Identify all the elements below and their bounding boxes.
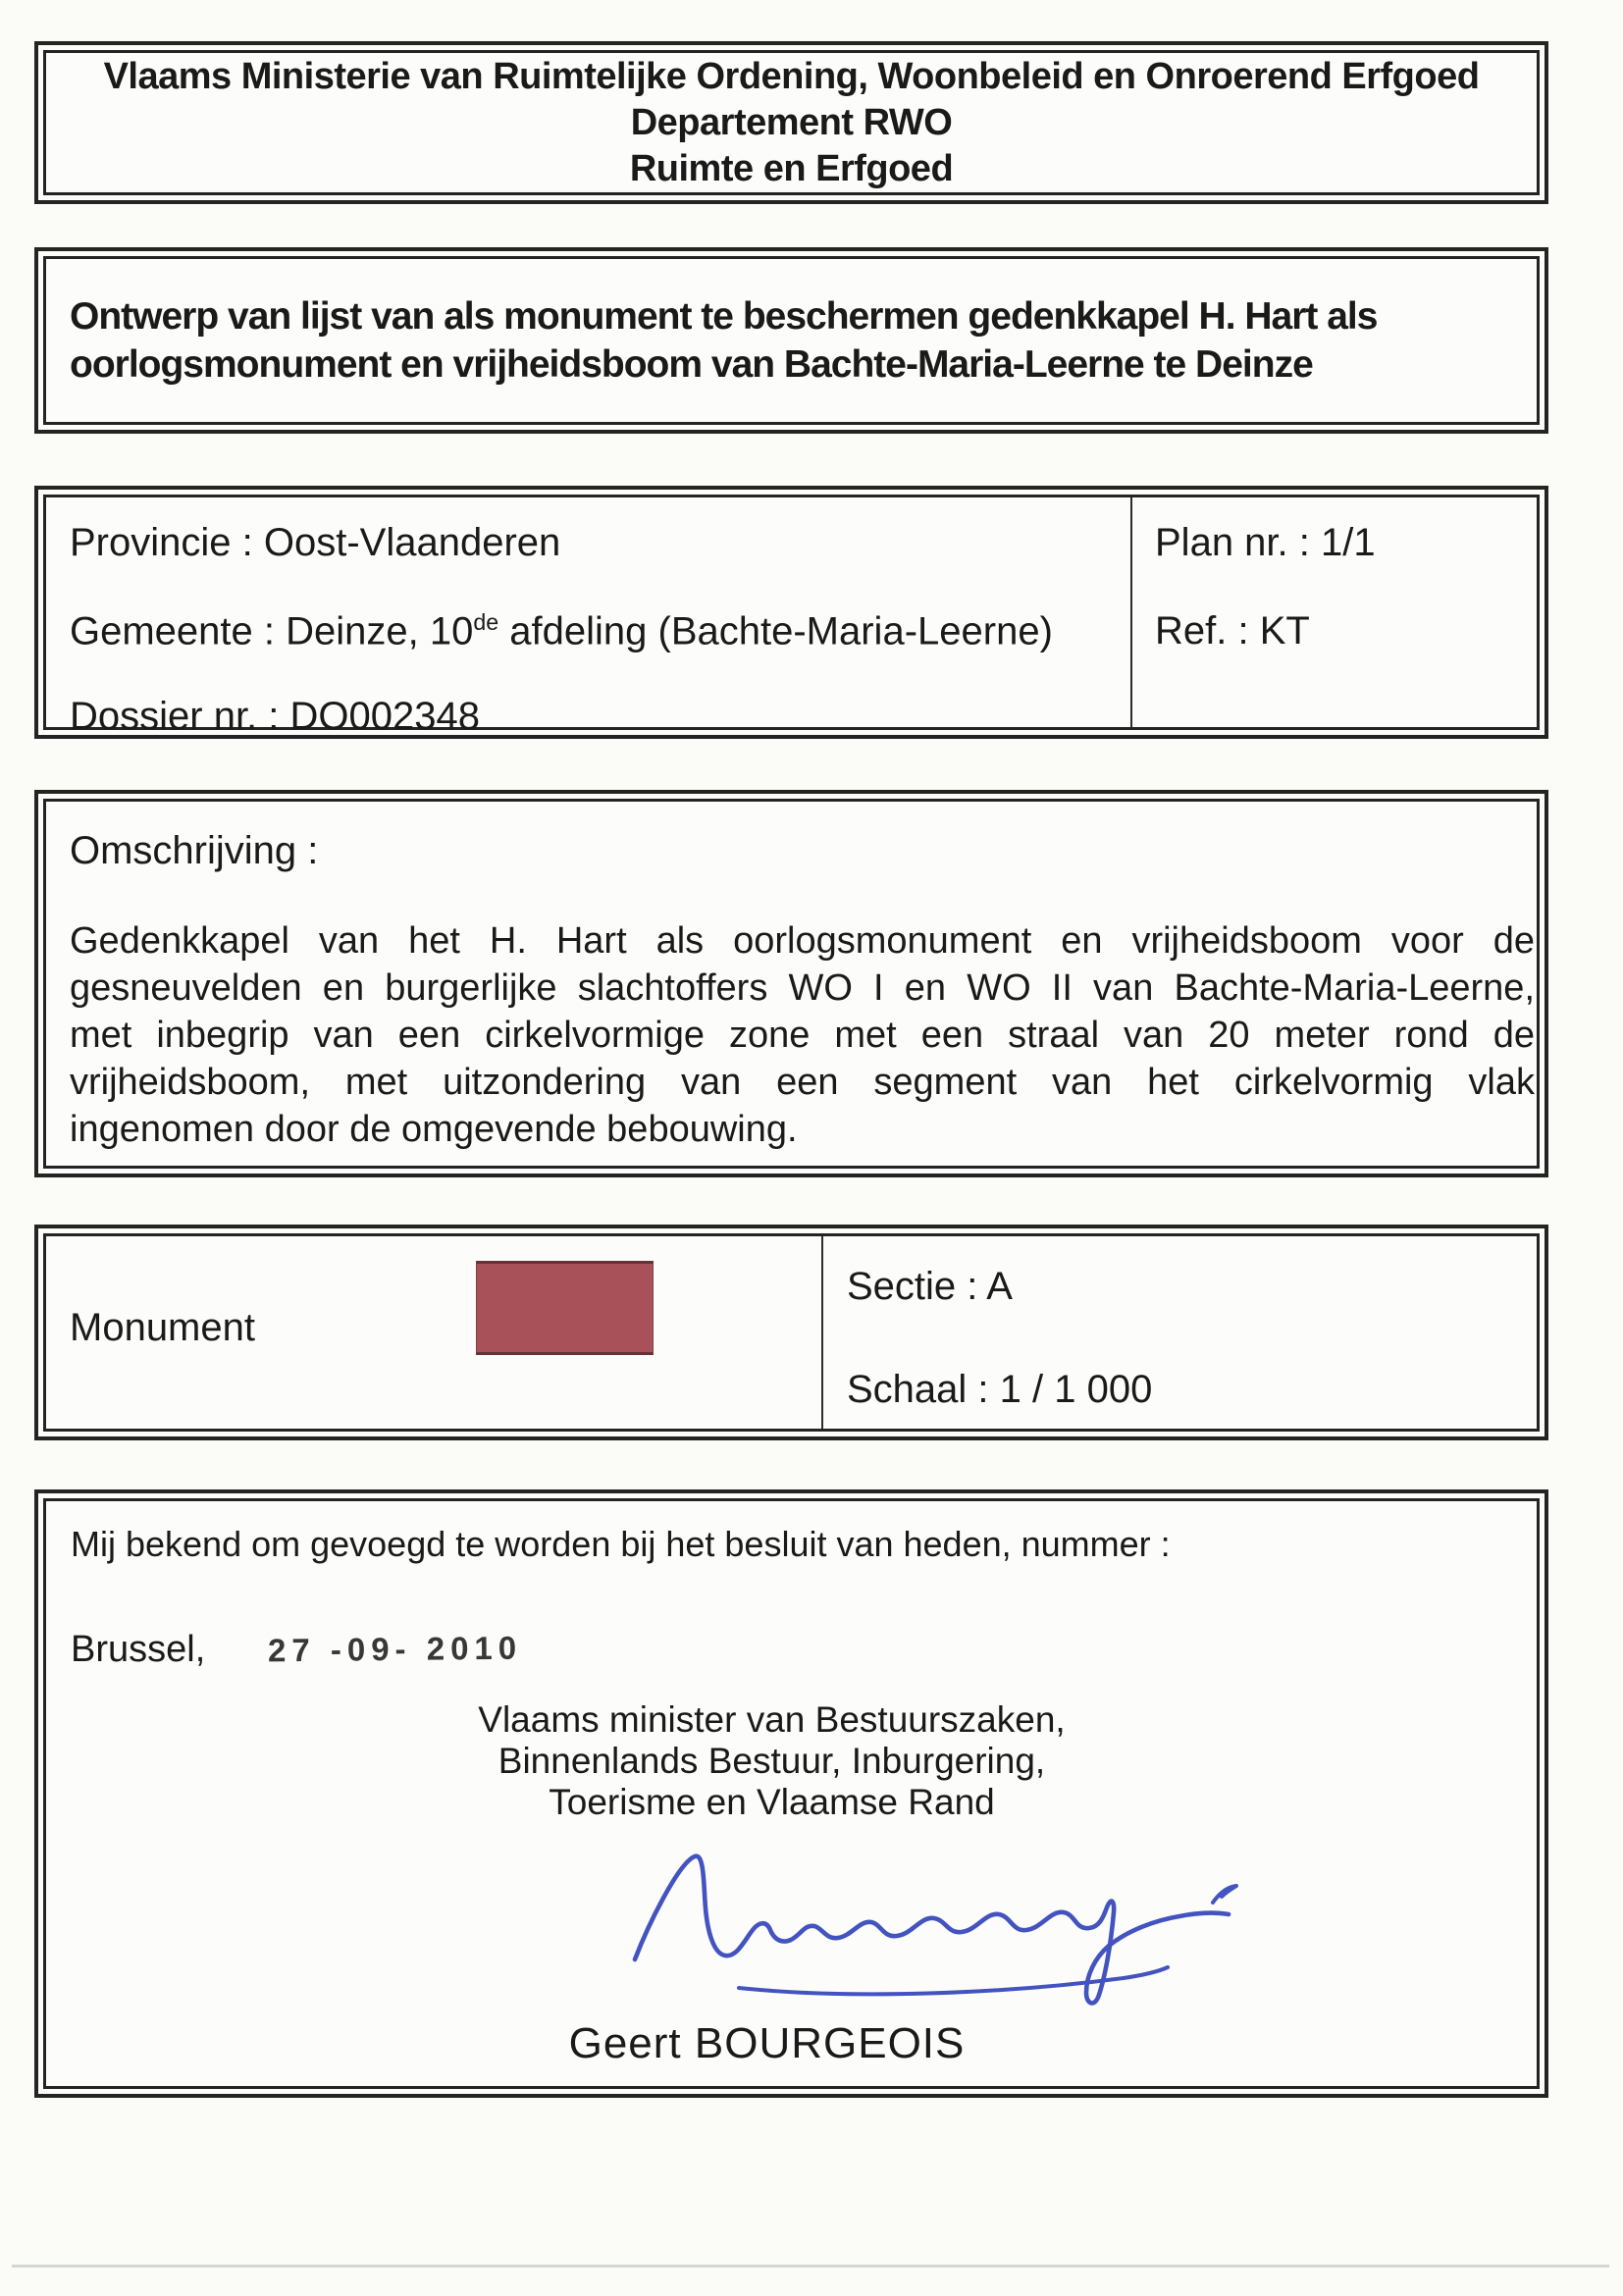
handwritten-signature	[594, 1830, 1281, 2026]
municipality-superscript: de	[473, 609, 499, 635]
document-title-line-1: Ontwerp van lijst van als monument te beschermen gedenkkapel H. Hart als	[70, 295, 1378, 338]
monument-label: Monument	[70, 1306, 255, 1349]
division-line: Ruimte en Erfgoed	[629, 147, 954, 189]
document-title-box	[34, 247, 1548, 434]
province-line: Provincie : Oost-Vlaanderen	[70, 521, 561, 564]
signature-main-stroke	[635, 1856, 1229, 2004]
description-line: Gedenkkapel van het H. Hart als oorlogsmonument en vrijheidsboom voor de	[70, 920, 1535, 962]
ministry-header-inner	[43, 50, 1540, 195]
description-inner	[43, 799, 1540, 1169]
date-stamp: 27 -09- 2010	[267, 1629, 523, 1669]
location-info-inner	[43, 495, 1540, 738]
minister-title-line: Toerisme en Vlaamse Rand	[549, 1782, 995, 1822]
description-line: vrijheidsboom, met uitzondering van een segment van het cirkelvormig vlak	[70, 1062, 1535, 1103]
legend-column-divider	[821, 1236, 823, 1429]
legend-inner	[43, 1233, 1540, 1432]
municipality-prefix: Gemeente : Deinze, 10	[70, 609, 474, 653]
ministry-header-box	[34, 41, 1548, 204]
minister-title-line: Binnenlands Bestuur, Inburgering,	[497, 1741, 1046, 1781]
document-title-inner	[43, 256, 1540, 425]
signature-box	[34, 1489, 1548, 2098]
scan-artifact-line	[12, 2265, 1609, 2268]
description-line: ingenomen door de omgevende bebouwing.	[70, 1109, 798, 1150]
decree-attachment-line: Mij bekend om gevoegd te worden bij het besluit van heden, nummer :	[71, 1524, 1171, 1564]
description-line: met inbegrip van een cirkelvormige zone met een straal van 20 meter rond de	[70, 1015, 1535, 1056]
schaal-line: Schaal : 1 / 1 000	[847, 1368, 1153, 1411]
plan-number-line: Plan nr. : 1/1	[1155, 521, 1376, 564]
dossier-number-line: Dossier nr. : DO002348	[70, 695, 480, 738]
reference-line: Ref. : KT	[1155, 609, 1310, 652]
document-title-line-2: oorlogsmonument en vrijheidsboom van Bachte-Maria-Leerne te Deinze	[70, 343, 1313, 386]
minister-title-line: Vlaams minister van Bestuurszaken,	[478, 1699, 1066, 1740]
signatory-name: Geert BOURGEOIS	[568, 2019, 966, 2067]
description-paragraph	[70, 919, 1535, 1155]
sectie-line: Sectie : A	[847, 1265, 1013, 1308]
ministry-name-line: Vlaams Ministerie van Ruimtelijke Ordening, Woonbeleid en Onroerend Erfgoed	[103, 55, 1480, 97]
department-line: Departement RWO	[630, 101, 953, 143]
description-heading: Omschrijving :	[70, 829, 319, 872]
signature-tick-stroke	[1213, 1886, 1236, 1903]
minister-title-block	[46, 1699, 1497, 1823]
legend-box	[34, 1225, 1548, 1440]
municipality-line	[70, 609, 1053, 653]
location-info-box	[34, 486, 1548, 739]
municipality-suffix: afdeling (Bachte-Maria-Leerne)	[498, 609, 1053, 653]
signature-inner	[43, 1498, 1540, 2089]
description-line: gesneuvelden en burgerlijke slachtoffers WO I en WO II van Bachte-Maria-Leerne,	[70, 967, 1535, 1009]
description-box	[34, 790, 1548, 1177]
info-column-divider	[1130, 497, 1132, 727]
monument-color-swatch	[476, 1261, 654, 1355]
place-label: Brussel,	[71, 1629, 206, 1670]
